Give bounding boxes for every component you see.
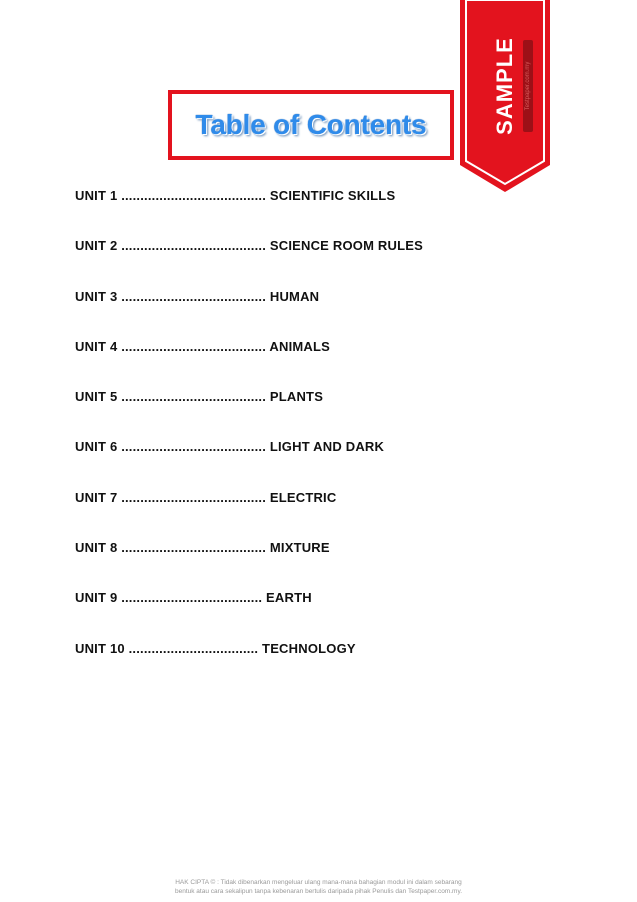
toc-row-unit-3	[75, 289, 595, 339]
toc-row-unit-4	[75, 339, 595, 389]
ribbon-sublabel: Testpaper.com.my	[523, 40, 533, 132]
toc-dots: ......................................	[121, 489, 267, 505]
toc-unit: UNIT 6	[75, 439, 118, 455]
toc-name: MIXTURE	[269, 540, 330, 556]
toc-name: LIGHT AND DARK	[269, 439, 385, 455]
ribbon-label	[460, 0, 550, 170]
toc-dots: ......................................	[121, 188, 267, 203]
toc-row-unit-9	[75, 590, 595, 640]
toc-dots: .....................................	[121, 590, 263, 606]
toc-unit: UNIT 8	[75, 540, 118, 556]
toc-name: ANIMALS	[269, 338, 331, 354]
toc-name: PLANTS	[269, 389, 324, 405]
toc-unit: UNIT 7	[75, 489, 118, 505]
ribbon-text: SAMPLE	[492, 37, 517, 135]
page-title: Table of Contents	[195, 109, 427, 140]
toc-unit: UNIT 4	[75, 338, 118, 354]
toc-unit: UNIT 2	[75, 238, 118, 254]
toc-name: EARTH	[266, 590, 312, 606]
sample-ribbon	[460, 0, 550, 195]
toc-unit: UNIT 1	[75, 188, 118, 203]
toc-dots: ......................................	[121, 540, 267, 556]
copyright-footer	[0, 878, 637, 896]
toc-dots: ......................................	[121, 288, 267, 304]
toc-row-unit-7	[75, 490, 595, 540]
toc-name: SCIENCE ROOM RULES	[269, 238, 423, 254]
toc-unit: UNIT 3	[75, 288, 118, 304]
toc-unit: UNIT 10	[75, 640, 125, 656]
footer-line-1: HAK CIPTA © : Tidak dibenarkan mengeluar ulang mana-mana bahagian modul ini dalam sebarang	[175, 879, 462, 886]
toc-row-unit-1	[75, 188, 595, 238]
toc-dots: ..................................	[128, 640, 259, 656]
toc-row-unit-8	[75, 540, 595, 590]
toc-name: TECHNOLOGY	[262, 640, 356, 656]
toc-row-unit-2	[75, 238, 595, 288]
toc-dots: ......................................	[121, 238, 267, 254]
toc-name: ELECTRIC	[269, 489, 337, 505]
toc-name: HUMAN	[269, 288, 320, 304]
toc-row-unit-5	[75, 389, 595, 439]
toc-unit: UNIT 5	[75, 389, 118, 405]
toc-dots: ......................................	[121, 389, 267, 405]
title-box	[168, 90, 454, 160]
table-of-contents	[75, 188, 595, 691]
toc-unit: UNIT 9	[75, 590, 118, 606]
toc-dots: ......................................	[121, 338, 267, 354]
toc-row-unit-10	[75, 641, 595, 691]
toc-dots: ......................................	[121, 439, 267, 455]
footer-line-2: bentuk atau cara sekalipun tanpa kebenaran bertulis daripada pihak Penulis dan Testpaper.com.my.	[174, 888, 463, 895]
toc-name: SCIENTIFIC SKILLS	[269, 188, 396, 203]
toc-row-unit-6	[75, 439, 595, 489]
